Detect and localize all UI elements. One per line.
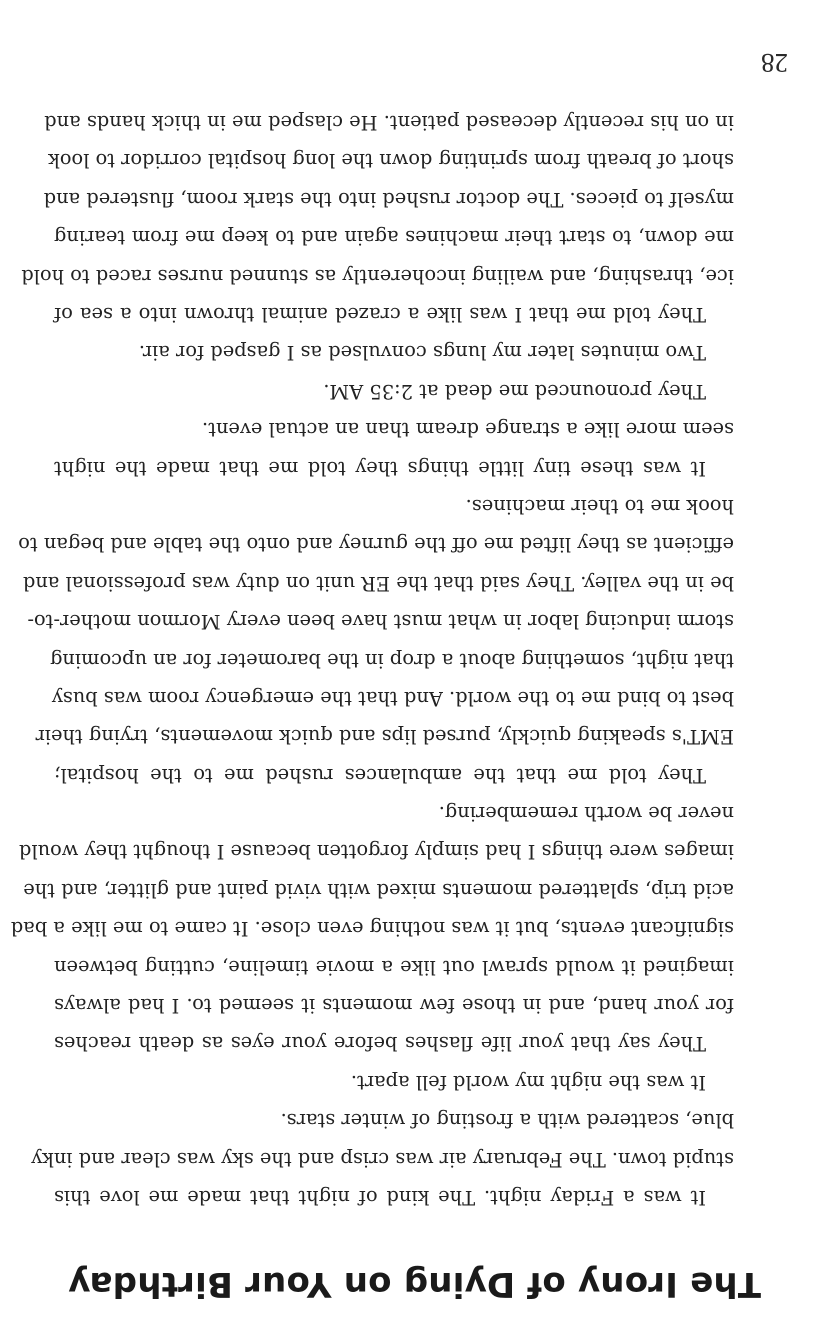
text-line: stupid town. The February air was crisp and the sky was clear and inky xyxy=(31,1147,734,1171)
text-line: significant events, but it was nothing even close. It came to me like a bad xyxy=(10,917,734,941)
text-line: efficient as they lifted me off the gurney and onto the table and began to xyxy=(18,533,734,557)
text-line: It was a Friday night. The kind of night that made me love this xyxy=(54,1186,706,1209)
text-line: myself to pieces. The doctor rushed into the stark room, flustered and xyxy=(43,187,734,211)
text-line: blue, scattered with a frosting of winter stars. xyxy=(280,1109,734,1133)
text-line: me down, to start their machines again and to keep me from tearing xyxy=(54,226,734,250)
text-line: EMT's speaking quickly, pursed lips and quick movements, trying their xyxy=(35,725,734,749)
page-number: 28 xyxy=(761,48,788,78)
body-text xyxy=(10,103,734,1216)
text-line: storm inducing labor in what must have been every Mormon mother-to- xyxy=(27,610,734,634)
text-line: for your hand, and in those few moments it seemed to. I had always xyxy=(54,994,734,1018)
chapter-title: The Irony of Dying on Your Birthday xyxy=(68,1264,761,1304)
text-line: Two minutes later my lungs convulsed as I gasped for air. xyxy=(138,341,706,365)
text-line: They say that your life flashes before your eyes as death reaches xyxy=(54,1032,706,1056)
text-line: be in the valley. They said that the ER unit on duty was professional and xyxy=(22,571,734,595)
text-line: They told me that I was like a crazed animal thrown into a sea of xyxy=(54,303,706,327)
text-line: best to bind me to the world. And that the emergency room was busy xyxy=(51,686,734,710)
text-line: images were things I had simply forgotten because I thought they would xyxy=(18,840,734,864)
text-line: short of breath from sprinting down the long hospital corridor to look xyxy=(48,149,734,173)
text-line: seem more like a strange dream than an actual event. xyxy=(201,418,734,442)
text-line: ice, thrashing, and wailing incoherently as stunned nurses raced to hold xyxy=(21,264,734,288)
text-line: They pronounced me dead at 2:35 AM. xyxy=(323,379,706,403)
text-line: imagined it would sprawl out like a movie timeline, cutting between xyxy=(54,955,734,979)
text-line: It was the night my world fell apart. xyxy=(350,1070,706,1094)
text-line: acid trip, splattered moments mixed with vivid paint and glitter, and the xyxy=(23,878,734,902)
text-line: in on his recently deceased patient. He clasped me in thick hands and xyxy=(44,111,734,135)
text-line: They told me that the ambulances rushed me to the hospital; xyxy=(54,763,706,787)
text-line: that night, something about a drop in the barometer for an upcoming xyxy=(50,648,734,672)
text-line: It was these tiny little things they told me that made the night xyxy=(54,456,706,480)
text-line: never be worth remembering. xyxy=(438,802,734,826)
text-line: hook me to their machines. xyxy=(465,494,734,518)
